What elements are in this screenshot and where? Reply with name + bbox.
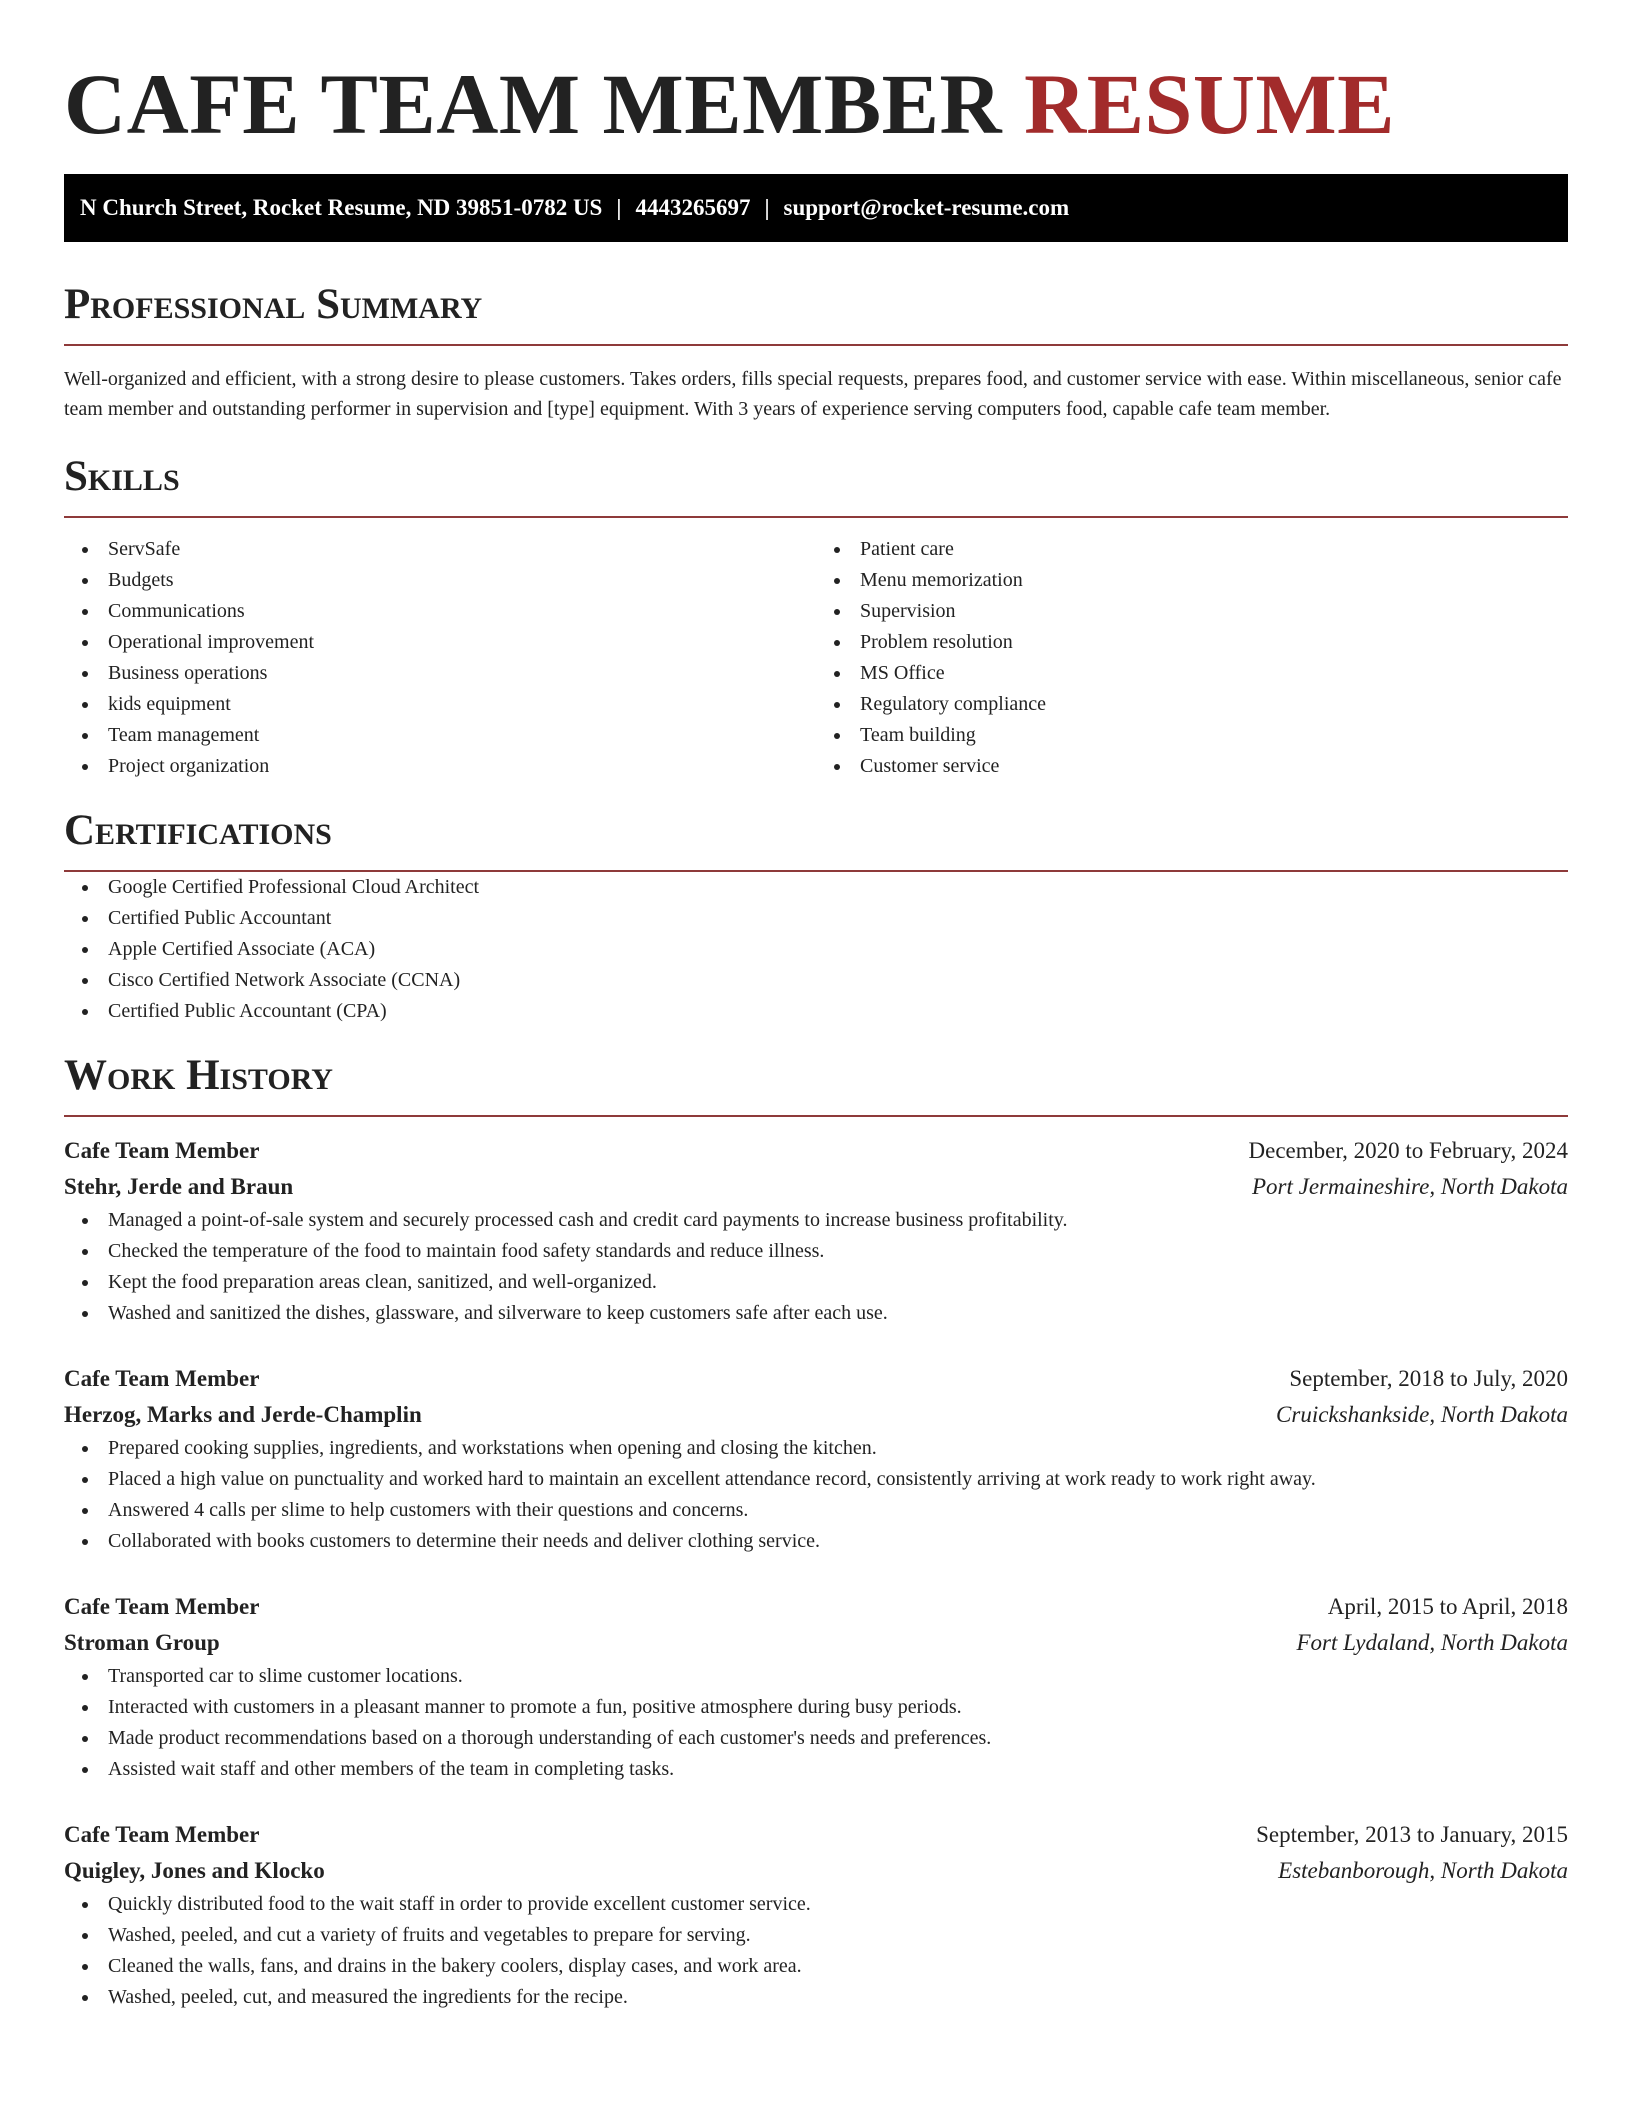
job-duty-item: Washed and sanitized the dishes, glassware, and silverware to keep customers safe after each use.: [64, 1298, 1568, 1329]
contact-phone: 4443265697: [635, 195, 751, 220]
job-duty-item: Assisted wait staff and other members of the team in completing tasks.: [64, 1754, 1568, 1785]
skill-item: ServSafe: [64, 534, 816, 565]
job-location: Fort Lydaland, North Dakota: [1296, 1630, 1568, 1655]
job-header-row: [64, 1817, 1568, 1853]
job-entry: [64, 1133, 1568, 1329]
job-duties-list: [64, 1205, 1568, 1329]
job-entry: [64, 1589, 1568, 1785]
job-header-row: [64, 1361, 1568, 1397]
job-title: Cafe Team Member: [64, 1138, 260, 1163]
job-duties-list: [64, 1889, 1568, 2013]
job-company-row: [64, 1853, 1568, 1889]
job-duty-item: Interacted with customers in a pleasant manner to promote a fun, positive atmosphere during busy periods.: [64, 1692, 1568, 1723]
title-accent: RESUME: [1024, 56, 1396, 152]
skill-item: Team management: [64, 720, 816, 751]
certifications-heading: Certifications: [64, 806, 1568, 872]
skill-item: Project organization: [64, 751, 816, 782]
job-duty-item: Checked the temperature of the food to maintain food safety standards and reduce illness.: [64, 1236, 1568, 1267]
resume-title: [64, 0, 1568, 150]
certification-item: Google Certified Professional Cloud Architect: [64, 872, 1568, 903]
certification-item: Certified Public Accountant: [64, 903, 1568, 934]
skill-item: MS Office: [816, 658, 1568, 689]
summary-text: Well-organized and efficient, with a strong desire to please customers. Takes orders, fills special requests, prepares food, and customer service with ease. Within miscellaneous, senior cafe team member and outstanding performer in supervision and [type] equipment. With 3 years of experience serving computers food, capable cafe team member.: [64, 368, 1562, 420]
job-header-row: [64, 1589, 1568, 1625]
job-duty-item: Quickly distributed food to the wait staff in order to provide excellent customer service.: [64, 1889, 1568, 1920]
skill-item: Operational improvement: [64, 627, 816, 658]
skill-item: Business operations: [64, 658, 816, 689]
contact-email: support@rocket-resume.com: [783, 195, 1070, 220]
job-duty-item: Cleaned the walls, fans, and drains in the bakery coolers, display cases, and work area.: [64, 1951, 1568, 1982]
certifications-section: [64, 806, 1568, 1027]
job-dates: December, 2020 to February, 2024: [1248, 1138, 1568, 1163]
skill-item: Patient care: [816, 534, 1568, 565]
skills-left-column: [64, 534, 816, 782]
job-location: Estebanborough, North Dakota: [1278, 1858, 1568, 1883]
job-company-row: [64, 1625, 1568, 1661]
job-title: Cafe Team Member: [64, 1366, 260, 1391]
job-duty-item: Made product recommendations based on a thorough understanding of each customer's needs and preferences.: [64, 1723, 1568, 1754]
jobs-list: [64, 1133, 1568, 2013]
job-company: Stroman Group: [64, 1630, 220, 1655]
title-main: CAFE TEAM MEMBER: [64, 56, 1003, 152]
certifications-list: [64, 872, 1568, 1027]
job-entry: [64, 1817, 1568, 2013]
skills-section: [64, 452, 1568, 782]
job-duty-item: Transported car to slime customer locations.: [64, 1661, 1568, 1692]
certification-item: Certified Public Accountant (CPA): [64, 996, 1568, 1027]
skill-item: Budgets: [64, 565, 816, 596]
job-title: Cafe Team Member: [64, 1822, 260, 1847]
job-dates: September, 2013 to January, 2015: [1256, 1822, 1568, 1847]
certification-item: Apple Certified Associate (ACA): [64, 934, 1568, 965]
skill-item: Problem resolution: [816, 627, 1568, 658]
job-header-row: [64, 1133, 1568, 1169]
job-location: Port Jermaineshire, North Dakota: [1251, 1174, 1568, 1199]
job-company-row: [64, 1169, 1568, 1205]
job-company-row: [64, 1397, 1568, 1433]
contact-bar: [64, 174, 1568, 242]
job-duty-item: Answered 4 calls per slime to help customers with their questions and concerns.: [64, 1495, 1568, 1526]
job-company: Herzog, Marks and Jerde-Champlin: [64, 1402, 422, 1427]
job-duty-item: Managed a point-of-sale system and securely processed cash and credit card payments to increase business profitability.: [64, 1205, 1568, 1236]
skill-item: kids equipment: [64, 689, 816, 720]
skill-item: Menu memorization: [816, 565, 1568, 596]
work-history-heading: Work History: [64, 1051, 1568, 1117]
contact-separator: |: [764, 195, 770, 220]
job-title: Cafe Team Member: [64, 1594, 260, 1619]
job-company: Stehr, Jerde and Braun: [64, 1174, 294, 1199]
skills-heading: Skills: [64, 452, 1568, 518]
job-duty-item: Prepared cooking supplies, ingredients, and workstations when opening and closing the kitchen.: [64, 1433, 1568, 1464]
job-duties-list: [64, 1433, 1568, 1557]
certification-item: Cisco Certified Network Associate (CCNA): [64, 965, 1568, 996]
skills-right-column: [816, 534, 1568, 782]
job-entry: [64, 1361, 1568, 1557]
contact-address: N Church Street, Rocket Resume, ND 39851-0782 US: [80, 195, 603, 220]
skill-item: Supervision: [816, 596, 1568, 627]
job-location: Cruickshankside, North Dakota: [1276, 1402, 1568, 1427]
summary-heading: Professional Summary: [64, 280, 1568, 346]
skill-item: Team building: [816, 720, 1568, 751]
job-company: Quigley, Jones and Klocko: [64, 1858, 325, 1883]
job-duty-item: Collaborated with books customers to determine their needs and deliver clothing service.: [64, 1526, 1568, 1557]
skill-item: Customer service: [816, 751, 1568, 782]
job-duties-list: [64, 1661, 1568, 1785]
work-history-section: [64, 1051, 1568, 2013]
job-duty-item: Washed, peeled, cut, and measured the ingredients for the recipe.: [64, 1982, 1568, 2013]
job-dates: April, 2015 to April, 2018: [1327, 1594, 1568, 1619]
skill-item: Communications: [64, 596, 816, 627]
contact-separator: |: [616, 195, 622, 220]
job-duty-item: Placed a high value on punctuality and worked hard to maintain an excellent attendance record, consistently arriving at work ready to work right away.: [64, 1464, 1568, 1495]
skills-grid: [64, 534, 1568, 782]
summary-section: [64, 280, 1568, 424]
skill-item: Regulatory compliance: [816, 689, 1568, 720]
job-duty-item: Kept the food preparation areas clean, sanitized, and well-organized.: [64, 1267, 1568, 1298]
job-duty-item: Washed, peeled, and cut a variety of fruits and vegetables to prepare for serving.: [64, 1920, 1568, 1951]
job-dates: September, 2018 to July, 2020: [1289, 1366, 1568, 1391]
